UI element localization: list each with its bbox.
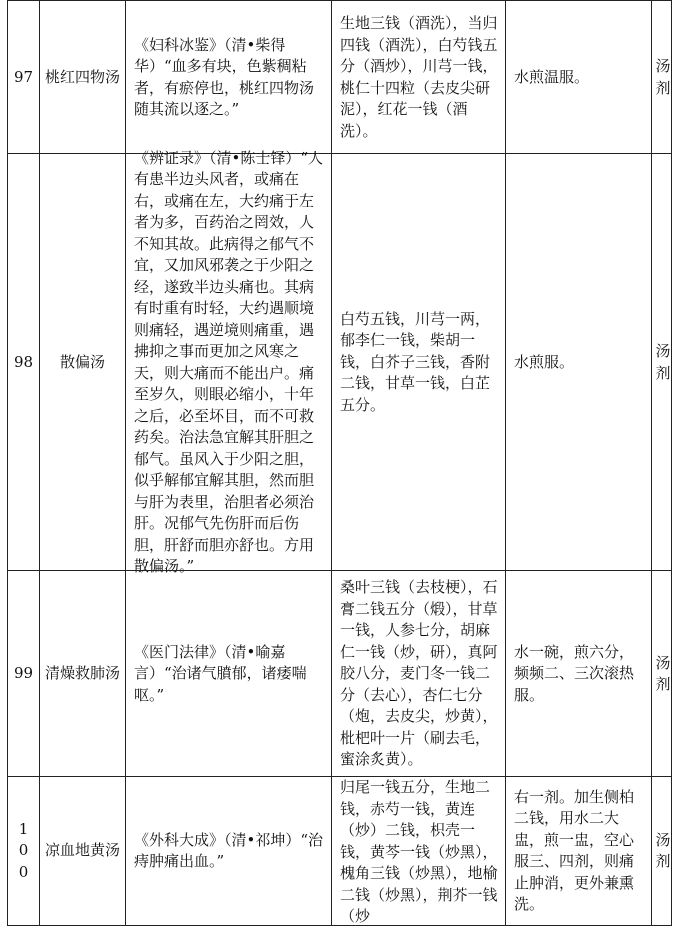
formula-name: 桃红四物汤 <box>39 1 125 154</box>
composition-text: 归尾一钱五分，生地二钱，赤芍一钱，黄连（炒）二钱，枳壳一钱，黄芩一钱（炒黑），槐角三钱（炒黑），地榆二钱（炒黑），荆芥一钱（炒 <box>331 777 505 925</box>
row-number: 98 <box>7 154 39 571</box>
source-text: 《医门法律》（清•喻嘉言）“治诸气膹郁，诸痿喘呕。” <box>125 571 331 777</box>
table-row <box>7 570 672 777</box>
usage-text: 水一碗，煎六分，频频二、三次滚热服。 <box>505 571 651 777</box>
dosage-form: 汤剂 <box>651 1 672 154</box>
composition-text: 桑叶三钱（去枝梗），石膏二钱五分（煅），甘草一钱，人参七分，胡麻仁一钱（炒，研），真阿胶八分，麦门冬一钱二分（去心），杏仁七分（炮，去皮尖，炒黄），枇杷叶一片（刷去毛，蜜涂炙黄）。 <box>331 571 505 777</box>
source-text: 《辨证录》（清•陈士铎）“人有患半边头风者，或痛在右，或痛在左，大约痛于左者为多，百药治之罔效，人不知其故。此病得之郁气不宜，又加风邪袭之于少阳之经，遂致半边头痛也。其病有时重有时轻，大约遇顺境则痛轻，遇逆境则痛重，遇拂抑之事而更加之风寒之天，则大痛而不能出户。痛至岁久，则眼必缩小，十年之后，必至坏目，而不可救药矣。治法急宜解其肝胆之郁气。虽风入于少阳之胆，似乎解郁宜解其胆，然而胆与肝为表里，治胆者必须治肝。况郁气先伤肝而后伤胆，肝舒而胆亦舒也。方用散偏汤。” <box>125 154 331 571</box>
source-text: 《外科大成》（清•祁坤）“治痔肿痛出血。” <box>125 777 331 925</box>
source-text: 《妇科冰鉴》（清•柴得华）“血多有块，色紫稠粘者，有瘀停也，桃红四物汤随其流以逐之。” <box>125 1 331 154</box>
composition-text: 生地三钱（酒洗），当归四钱（酒洗），白芍钱五分（酒炒），川芎一钱，桃仁十四粒（去皮尖研泥），红花一钱（酒洗）。 <box>331 1 505 154</box>
formula-name: 散偏汤 <box>39 154 125 571</box>
table-row <box>7 0 672 154</box>
usage-text: 水煎服。 <box>505 154 651 571</box>
row-number: 100 <box>7 777 39 925</box>
usage-text: 水煎温服。 <box>505 1 651 154</box>
table-row <box>7 148 672 575</box>
formula-name: 清燥救肺汤 <box>39 571 125 777</box>
dosage-form: 汤剂 <box>651 777 672 925</box>
usage-text: 右一剂。加生侧柏二钱，用水二大盅，煎一盅，空心服三、四剂，则痛止肿消，更外兼熏洗。 <box>505 777 651 925</box>
dosage-form: 汤剂 <box>651 154 672 571</box>
composition-text: 白芍五钱，川芎一两，郁李仁一钱，柴胡一钱，白芥子三钱，香附二钱，甘草一钱，白芷五分。 <box>331 154 505 571</box>
row-number: 99 <box>7 571 39 777</box>
formula-name: 凉血地黄汤 <box>39 777 125 925</box>
dosage-form: 汤剂 <box>651 571 672 777</box>
row-number: 97 <box>7 1 39 154</box>
table-row <box>7 776 672 926</box>
